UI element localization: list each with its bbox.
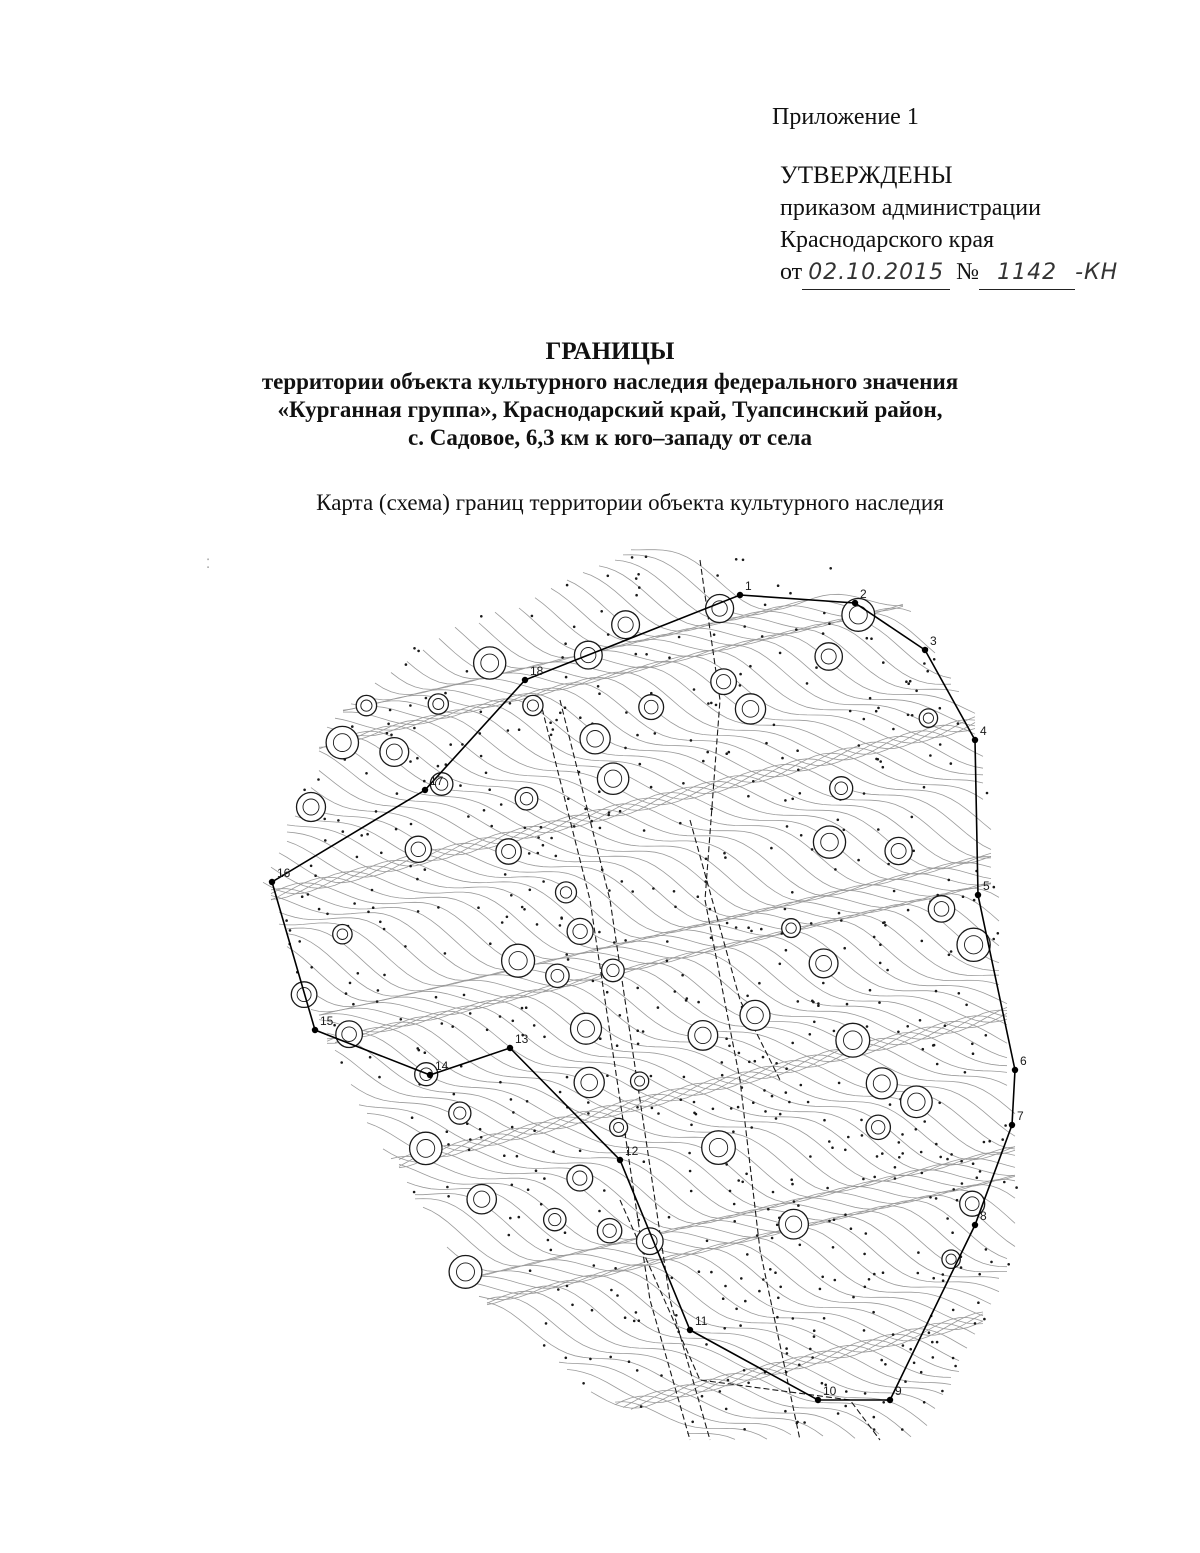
boundary-vertex-4: [972, 737, 978, 743]
boundary-vertex-11: [687, 1327, 693, 1333]
boundary-vertex-5: [975, 892, 981, 898]
boundary-vertex-label: 7: [1017, 1109, 1024, 1123]
boundary-vertex-label: 12: [625, 1144, 639, 1158]
boundary-vertex-18: [522, 677, 528, 683]
title-line-2: «Курганная группа», Краснодарский край, Туапсинский район,: [277, 397, 943, 422]
boundary-vertex-label: 5: [983, 879, 990, 893]
boundary-vertex-3: [922, 647, 928, 653]
approval-date-row: [780, 256, 1118, 290]
boundary-vertex-6: [1012, 1067, 1018, 1073]
boundary-vertex-12: [617, 1157, 623, 1163]
appendix-label: Приложение 1: [772, 104, 919, 130]
approval-heading: УТВЕРЖДЕНЫ: [780, 162, 953, 189]
boundary-vertex-label: 15: [320, 1014, 334, 1028]
approval-line-2: Краснодарского края: [780, 227, 995, 253]
boundary-vertex-label: 13: [515, 1032, 529, 1046]
scan-artifact: ⁚: [206, 556, 211, 571]
boundary-vertex-16: [269, 879, 275, 885]
approval-stamp: [780, 160, 1118, 290]
date-prefix: от: [780, 259, 803, 285]
boundary-vertex-label: 6: [1020, 1054, 1027, 1068]
boundary-vertex-2: [852, 600, 858, 606]
boundary-vertex-label: 11: [695, 1314, 708, 1328]
map-contours: [263, 550, 1015, 1440]
title-line-3: с. Садовое, 6,3 км к юго–западу от села: [408, 425, 812, 450]
title-line-1: территории объекта культурного наследия федерального значения: [261, 369, 959, 394]
boundary-vertex-label: 1: [745, 579, 752, 593]
boundary-vertex-label: 18: [530, 664, 544, 678]
boundary-vertex-label: 8: [980, 1209, 987, 1223]
approval-line-1: приказом администрации: [780, 195, 1041, 221]
boundary-vertex-label: 16: [277, 866, 291, 880]
approval-number: 1142: [979, 257, 1075, 290]
boundary-vertex-13: [507, 1045, 513, 1051]
boundary-map: [0, 530, 1200, 1450]
boundary-vertex-label: 17: [430, 774, 444, 788]
boundary-vertex-label: 4: [980, 724, 987, 738]
boundary-vertex-label: 9: [895, 1384, 902, 1398]
boundary-vertex-14: [427, 1072, 433, 1078]
boundary-vertex-label: 2: [860, 587, 867, 601]
title-main: ГРАНИЦЫ: [545, 338, 675, 365]
number-prefix: №: [956, 259, 980, 285]
boundary-vertex-8: [972, 1222, 978, 1228]
boundary-vertex-10: [815, 1397, 821, 1403]
boundary-vertex-1: [737, 592, 743, 598]
boundary-vertex-label: 3: [930, 634, 937, 648]
boundary-vertex-label: 14: [435, 1059, 449, 1073]
document-title: [180, 338, 1040, 452]
boundary-vertex-9: [887, 1397, 893, 1403]
boundary-vertex-15: [312, 1027, 318, 1033]
approval-number-suffix: -КН: [1075, 260, 1119, 285]
approval-date: 02.10.2015: [802, 257, 950, 290]
map-caption: Карта (схема) границ территории объекта культурного наследия: [316, 490, 944, 515]
boundary-vertex-label: 10: [823, 1384, 837, 1398]
boundary-vertex-17: [422, 787, 428, 793]
boundary-vertex-7: [1009, 1122, 1015, 1128]
